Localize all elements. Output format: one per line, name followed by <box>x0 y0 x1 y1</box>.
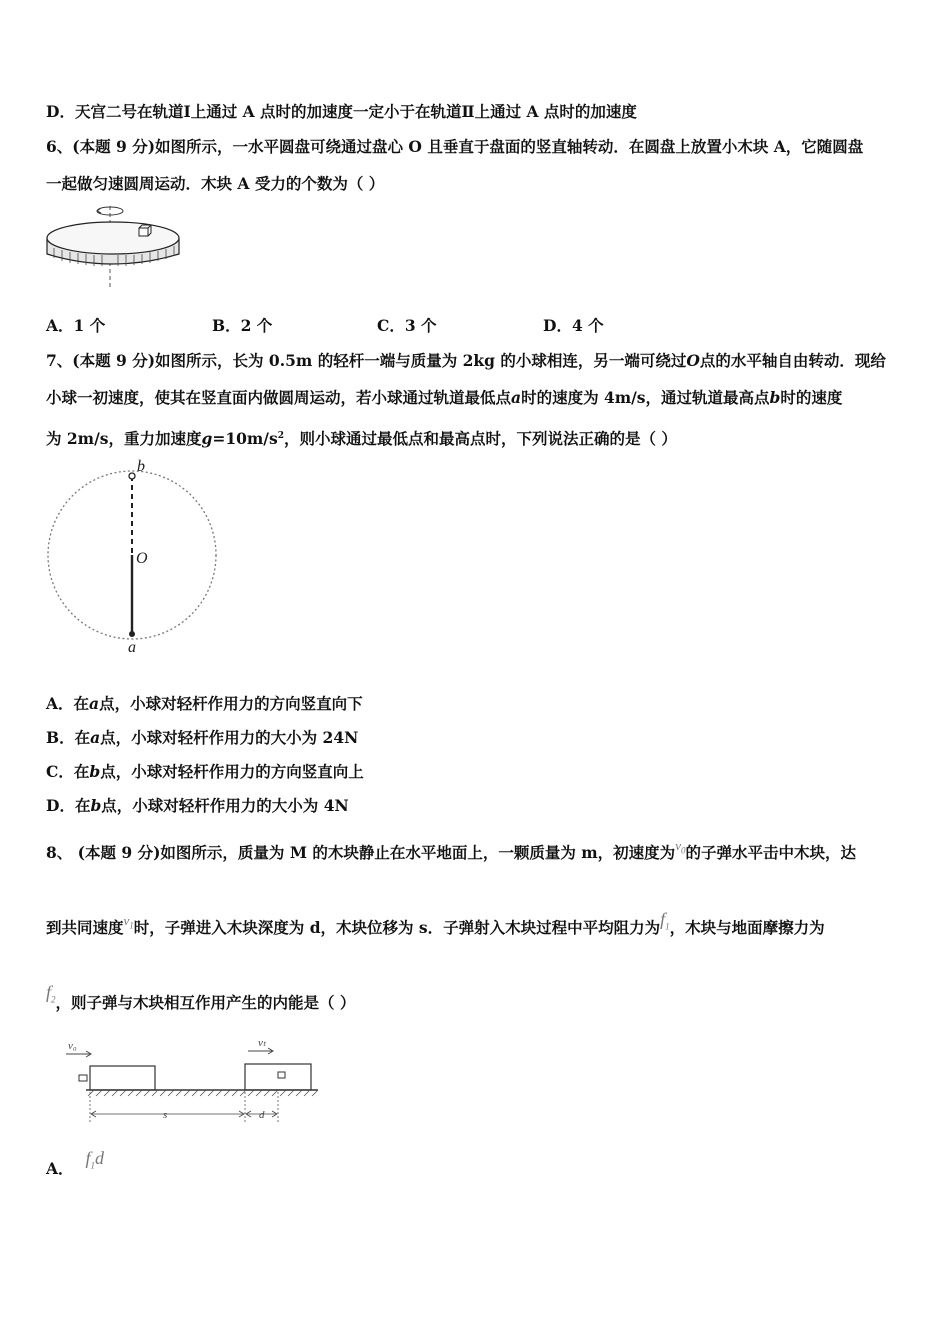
q7-option-a[interactable]: A．在a点，小球对轻杆作用力的方向竖直向下 <box>46 694 363 713</box>
symbol-f2: $f_2$ <box>46 982 56 1005</box>
point-b-marker <box>129 473 135 479</box>
q6-option-c[interactable]: C．3 个 <box>377 316 437 335</box>
q7-stem-line1: 7、(本题 9 分)如图所示，长为 0.5m 的轻杆一端与质量为 2kg 的小球相连，另一端可绕过O点的水平轴自由转动．现给 <box>46 351 886 370</box>
wood-block-A <box>139 228 148 236</box>
q8-option-a[interactable]: A．$f_1d$ <box>46 1148 105 1178</box>
q7-circle-figure <box>44 456 224 656</box>
symbol-f1d: $f_1d$ <box>85 1148 105 1171</box>
q7-option-c[interactable]: C．在b点，小球对轻杆作用力的方向竖直向上 <box>46 762 364 781</box>
symbol-f1: $f_1$ <box>660 909 670 932</box>
label-vt: vₜ <box>258 1037 267 1049</box>
label-O: O <box>136 550 148 567</box>
q6-option-b[interactable]: B．2 个 <box>212 316 273 335</box>
q8-stem-line2: 到共同速度$^{v_1}$时，子弹进入木块深度为 d，木块位移为 s．子弹射入木块过程中平均阻力为$f_1$，木块与地面摩擦力为 <box>46 909 825 937</box>
q6-disc-figure <box>44 202 184 294</box>
label-a: a <box>128 639 136 656</box>
label-v0: v₀ <box>68 1040 77 1052</box>
bullet-embedded <box>278 1072 285 1078</box>
q6-stem-line2: 一起做匀速圆周运动．木块 A 受力的个数为（ ） <box>46 174 385 193</box>
q6-option-d[interactable]: D．4 个 <box>543 316 604 335</box>
symbol-v1: v1 <box>123 913 134 931</box>
symbol-v0: v0 <box>675 838 686 856</box>
q7-stem-line3: 为 2m/s，重力加速度$g=10m/s^2$，则小球通过最低点和最高点时，下列说法正确的是（ ） <box>46 429 677 449</box>
label-s: s <box>163 1109 168 1121</box>
q8-stem-line1: 8、 (本题 9 分)如图所示，质量为 M 的木块静止在水平地面上，一颗质量为 m，初速度为$^{v_0}$的子弹水平击中木块，达 <box>46 838 856 862</box>
prev-option-d: D．天宫二号在轨道Ⅰ上通过 A 点时的加速度一定小于在轨道Ⅱ上通过 A 点时的加速度 <box>46 102 637 121</box>
q8-block-figure <box>62 1034 332 1130</box>
bullet-before <box>79 1075 87 1081</box>
q7-option-d[interactable]: D．在b点，小球对轻杆作用力的大小为 4N <box>46 796 349 815</box>
label-b: b <box>137 458 145 475</box>
disc-top <box>47 222 179 254</box>
q6-option-a[interactable]: A．1 个 <box>46 316 106 335</box>
q6-stem-line1: 6、(本题 9 分)如图所示，一水平圆盘可绕通过盘心 O 且垂直于盘面的竖直轴转动．在圆盘上放置小木块 A，它随圆盘 <box>46 137 864 156</box>
q7-option-b[interactable]: B．在a点，小球对轻杆作用力的大小为 24N <box>46 728 359 747</box>
block-before <box>90 1066 155 1090</box>
label-d: d <box>259 1109 265 1121</box>
q7-stem-line2: 小球一初速度，使其在竖直面内做圆周运动，若小球通过轨道最低点a时的速度为 4m/s，通过轨道最高点b时的速度 <box>46 388 843 407</box>
q8-stem-line3: $f_2$，则子弹与木块相互作用产生的内能是（ ） <box>46 982 356 1012</box>
ball-at-a <box>129 631 135 637</box>
